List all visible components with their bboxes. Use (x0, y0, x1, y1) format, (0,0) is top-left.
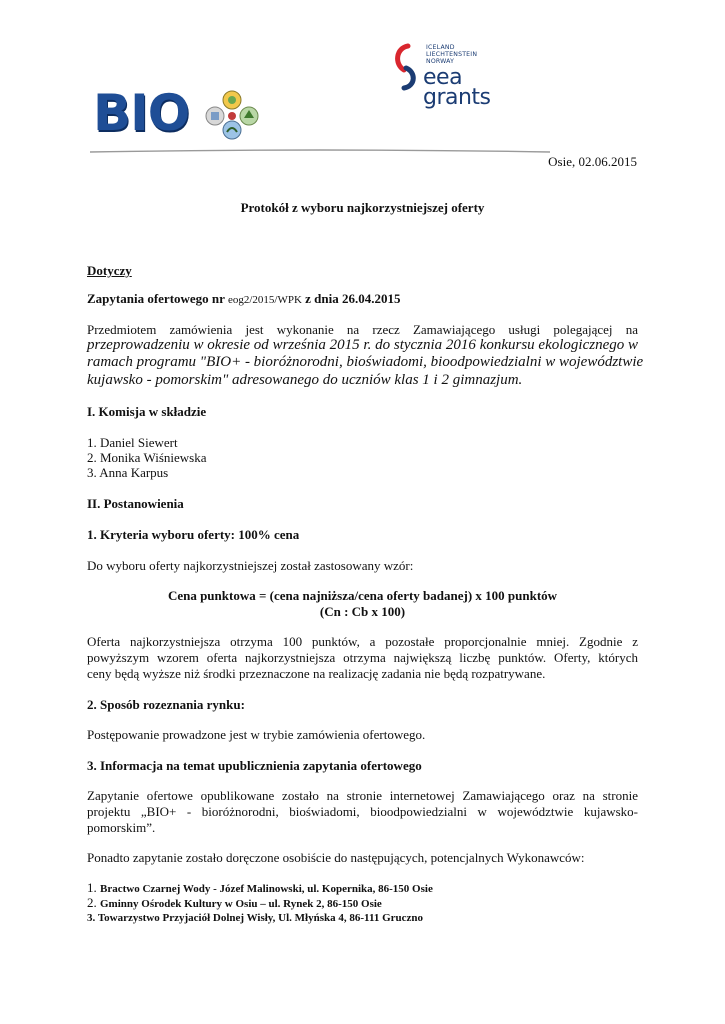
eea-grants-logo (392, 40, 512, 112)
document-title: Protokół z wyboru najkorzystniejszej oferty (240, 200, 485, 215)
publication-line-2: projektu „BIO+ - bioróżnorodni, bioświadomi, bioodpowiedzialni w województwie kujawsko- (87, 804, 638, 819)
delivered-text: Ponadto zapytanie zostało doręczone osobiście do następujących, potencjalnych Wykonawców: (87, 850, 585, 865)
country-norway: NORWAY (426, 58, 455, 65)
bio-plus-logo (93, 84, 263, 142)
ref-number: eog2/2015/WPK (227, 294, 302, 306)
market-heading: 2. Sposób rozeznania rynku: (87, 697, 245, 712)
subject-line-2: przeprowadzeniu w okresie od września 2015 r. do stycznia 2016 konkursu ekologicznego w (87, 337, 638, 353)
subject-line-1: Przedmiotem zamówienia jest wykonanie na rzecz Zamawiającego usługi polegającej na (87, 322, 638, 337)
commission-member-2: 2. Monika Wiśniewska (87, 450, 207, 465)
contractor-number: 2. (87, 895, 100, 910)
publication-heading: 3. Informacja na temat upublicznienia zapytania ofertowego (87, 758, 422, 773)
eea-word: eea (423, 65, 463, 90)
formula-explain-line-2: powyższym wzorem oferta najkorzystniejsza otrzyma największą liczbę punktów. Oferty, których (87, 650, 638, 665)
concerns-heading: Dotyczy (87, 263, 132, 278)
ref-prefix: Zapytania ofertowego nr (87, 291, 228, 306)
contractor-name: Gminny Ośrodek Kultury w Osiu – ul. Rynek 2, 86-150 Osie (100, 898, 382, 910)
commission-member-1: 1. Daniel Siewert (87, 435, 178, 450)
place-date: Osie, 02.06.2015 (548, 154, 637, 169)
bio-logo-text: BIO (93, 84, 190, 142)
country-iceland: ICELAND (426, 44, 455, 51)
contractor-number: 1. (87, 880, 100, 895)
publication-line-1: Zapytanie ofertowe opublikowane zostało na stronie internetowej Zamawiającego oraz na stronie (87, 788, 638, 803)
subject-line-3: ramach programu "BIO+ - bioróżnorodni, bioświadomi, bioodpowiedzialni w województwie (87, 354, 644, 370)
bio-plus-emblem-icon (201, 88, 263, 140)
contractor-name: Bractwo Czarnej Wody - Józef Malinowski, ul. Kopernika, 86-150 Osie (100, 883, 433, 895)
header-divider (90, 149, 550, 155)
formula-explain-line-1: Oferta najkorzystniejsza otrzyma 100 punktów, a pozostałe proporcjonalnie mniej. Zgodnie z (87, 634, 638, 649)
country-liechtenstein: LIECHTENSTEIN (426, 51, 478, 58)
eea-countries-list (426, 44, 477, 65)
grants-word: grants (423, 85, 491, 110)
formula-intro: Do wyboru oferty najkorzystniejszej został zastosowany wzór: (87, 558, 414, 573)
contractor-3 (87, 911, 423, 926)
eea-grants-wordmark (423, 65, 491, 110)
formula-line-1: Cena punktowa = (cena najniższa/cena oferty badanej) x 100 punktów (167, 588, 558, 603)
contractor-number: 3. (87, 912, 98, 924)
formula-line-2: (Cn : Cb x 100) (319, 604, 406, 619)
subject-line-4: kujawsko - pomorskim" adresowanego do uczniów klas 1 i 2 gimnazjum. (87, 372, 523, 388)
eea-swirl-icon (392, 42, 422, 102)
contractor-2 (87, 895, 382, 912)
formula-explain-line-3: ceny będą wyższe niż środki przeznaczone na realizację zadania nie będą rozpatrywane. (87, 666, 546, 681)
publication-line-3: pomorskim”. (87, 820, 156, 835)
market-text: Postępowanie prowadzone jest w trybie zamówienia ofertowego. (87, 727, 426, 742)
reference-line (87, 291, 401, 308)
section-1-heading: I. Komisja w składzie (87, 404, 207, 419)
commission-member-3: 3. Anna Karpus (87, 465, 169, 480)
contractor-name: Towarzystwo Przyjaciół Dolnej Wisły, Ul. Młyńska 4, 86-111 Gruczno (97, 912, 424, 924)
section-2-heading: II. Postanowienia (87, 496, 184, 511)
ref-suffix: z dnia 26.04.2015 (301, 291, 401, 306)
criteria-heading: 1. Kryteria wyboru oferty: 100% cena (87, 527, 300, 542)
